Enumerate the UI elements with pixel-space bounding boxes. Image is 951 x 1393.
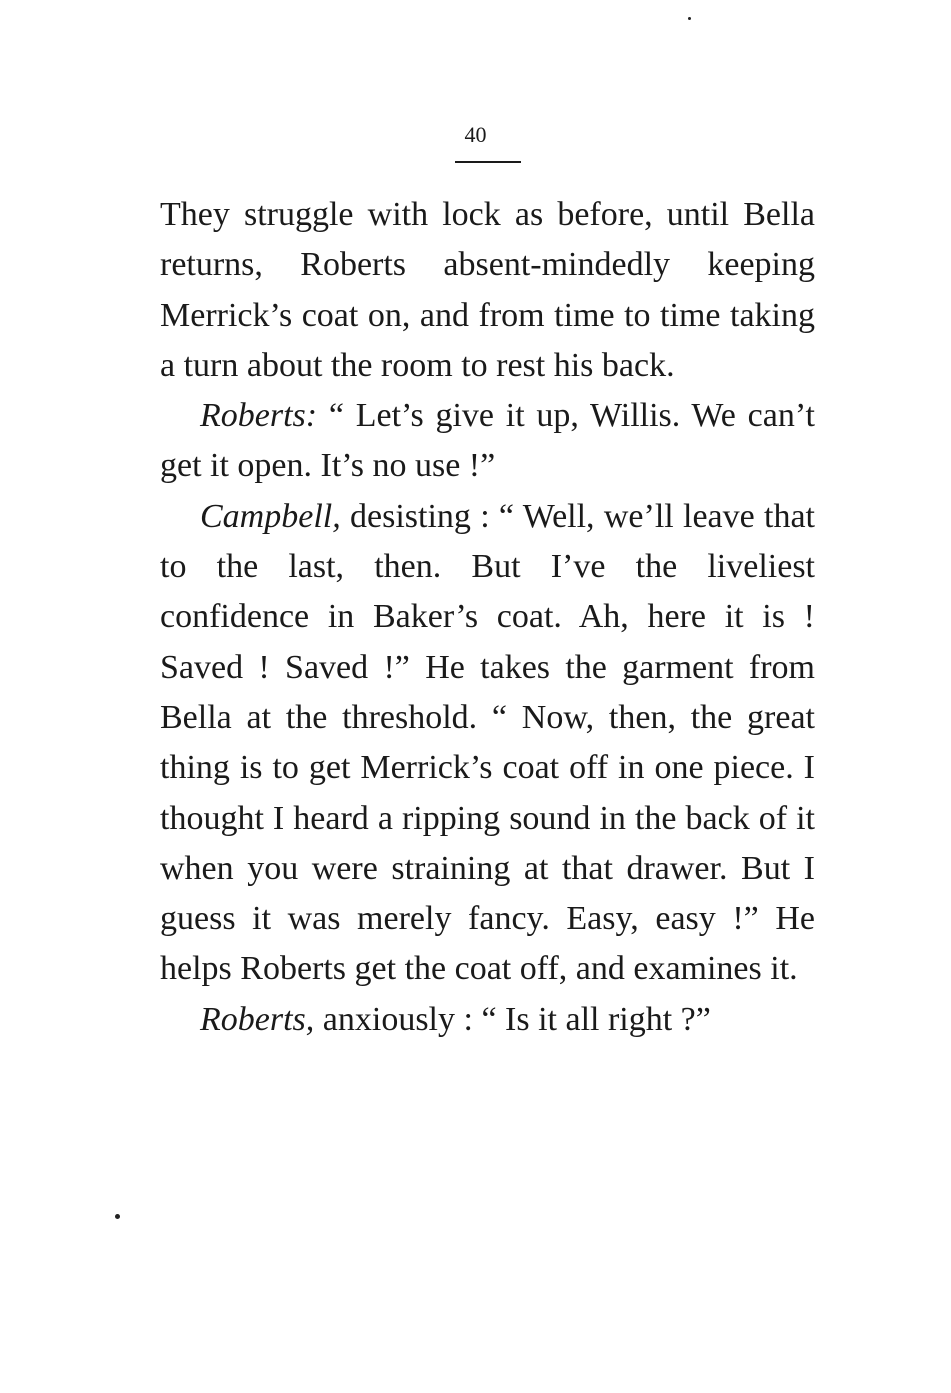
page-number: 40 [464,122,487,147]
page-number-rule [455,161,521,163]
page-body [160,190,815,1045]
paragraph-text: “ Let’s give it up, Willis. We can’t get it open. It’s no use !” [160,397,815,485]
ink-speck [115,1214,120,1219]
speaker-label: Roberts [200,397,306,435]
dialogue-paragraph-campbell [160,492,815,995]
dialogue-paragraph-roberts [160,391,815,492]
paragraph-text: anxiously : “ Is it all right ?” [314,1000,711,1038]
speaker-name: Roberts, [200,1000,315,1038]
speaker-name: Campbell, [200,497,341,535]
stage-direction-paragraph [160,190,815,391]
speaker-colon: : [305,397,318,435]
paragraph-text: desisting : “ Well, we’ll leave that to the last, then. But I’ve the liveliest confidence in Baker’s coat. Ah, here it is ! Saved ! Saved !” He takes the garment from Bella at the threshold. “ Now, then, the great thing is to get Merrick’s coat off in one piece. I thought I heard a ripping sound in the back of it when you were straining at that drawer. But I guess it was merely fancy. Easy, easy !” He helps Roberts get the coat off, and examines it. [160,497,815,988]
speaker-name [200,397,317,434]
paragraph-text: They struggle with lock as before, until Bella returns, Roberts absent-mindedly keeping Merrick’s coat on, and from time to time taking a turn about the room to rest his back. [160,196,815,384]
dialogue-paragraph-roberts-2 [160,995,815,1045]
ink-speck [688,17,691,20]
